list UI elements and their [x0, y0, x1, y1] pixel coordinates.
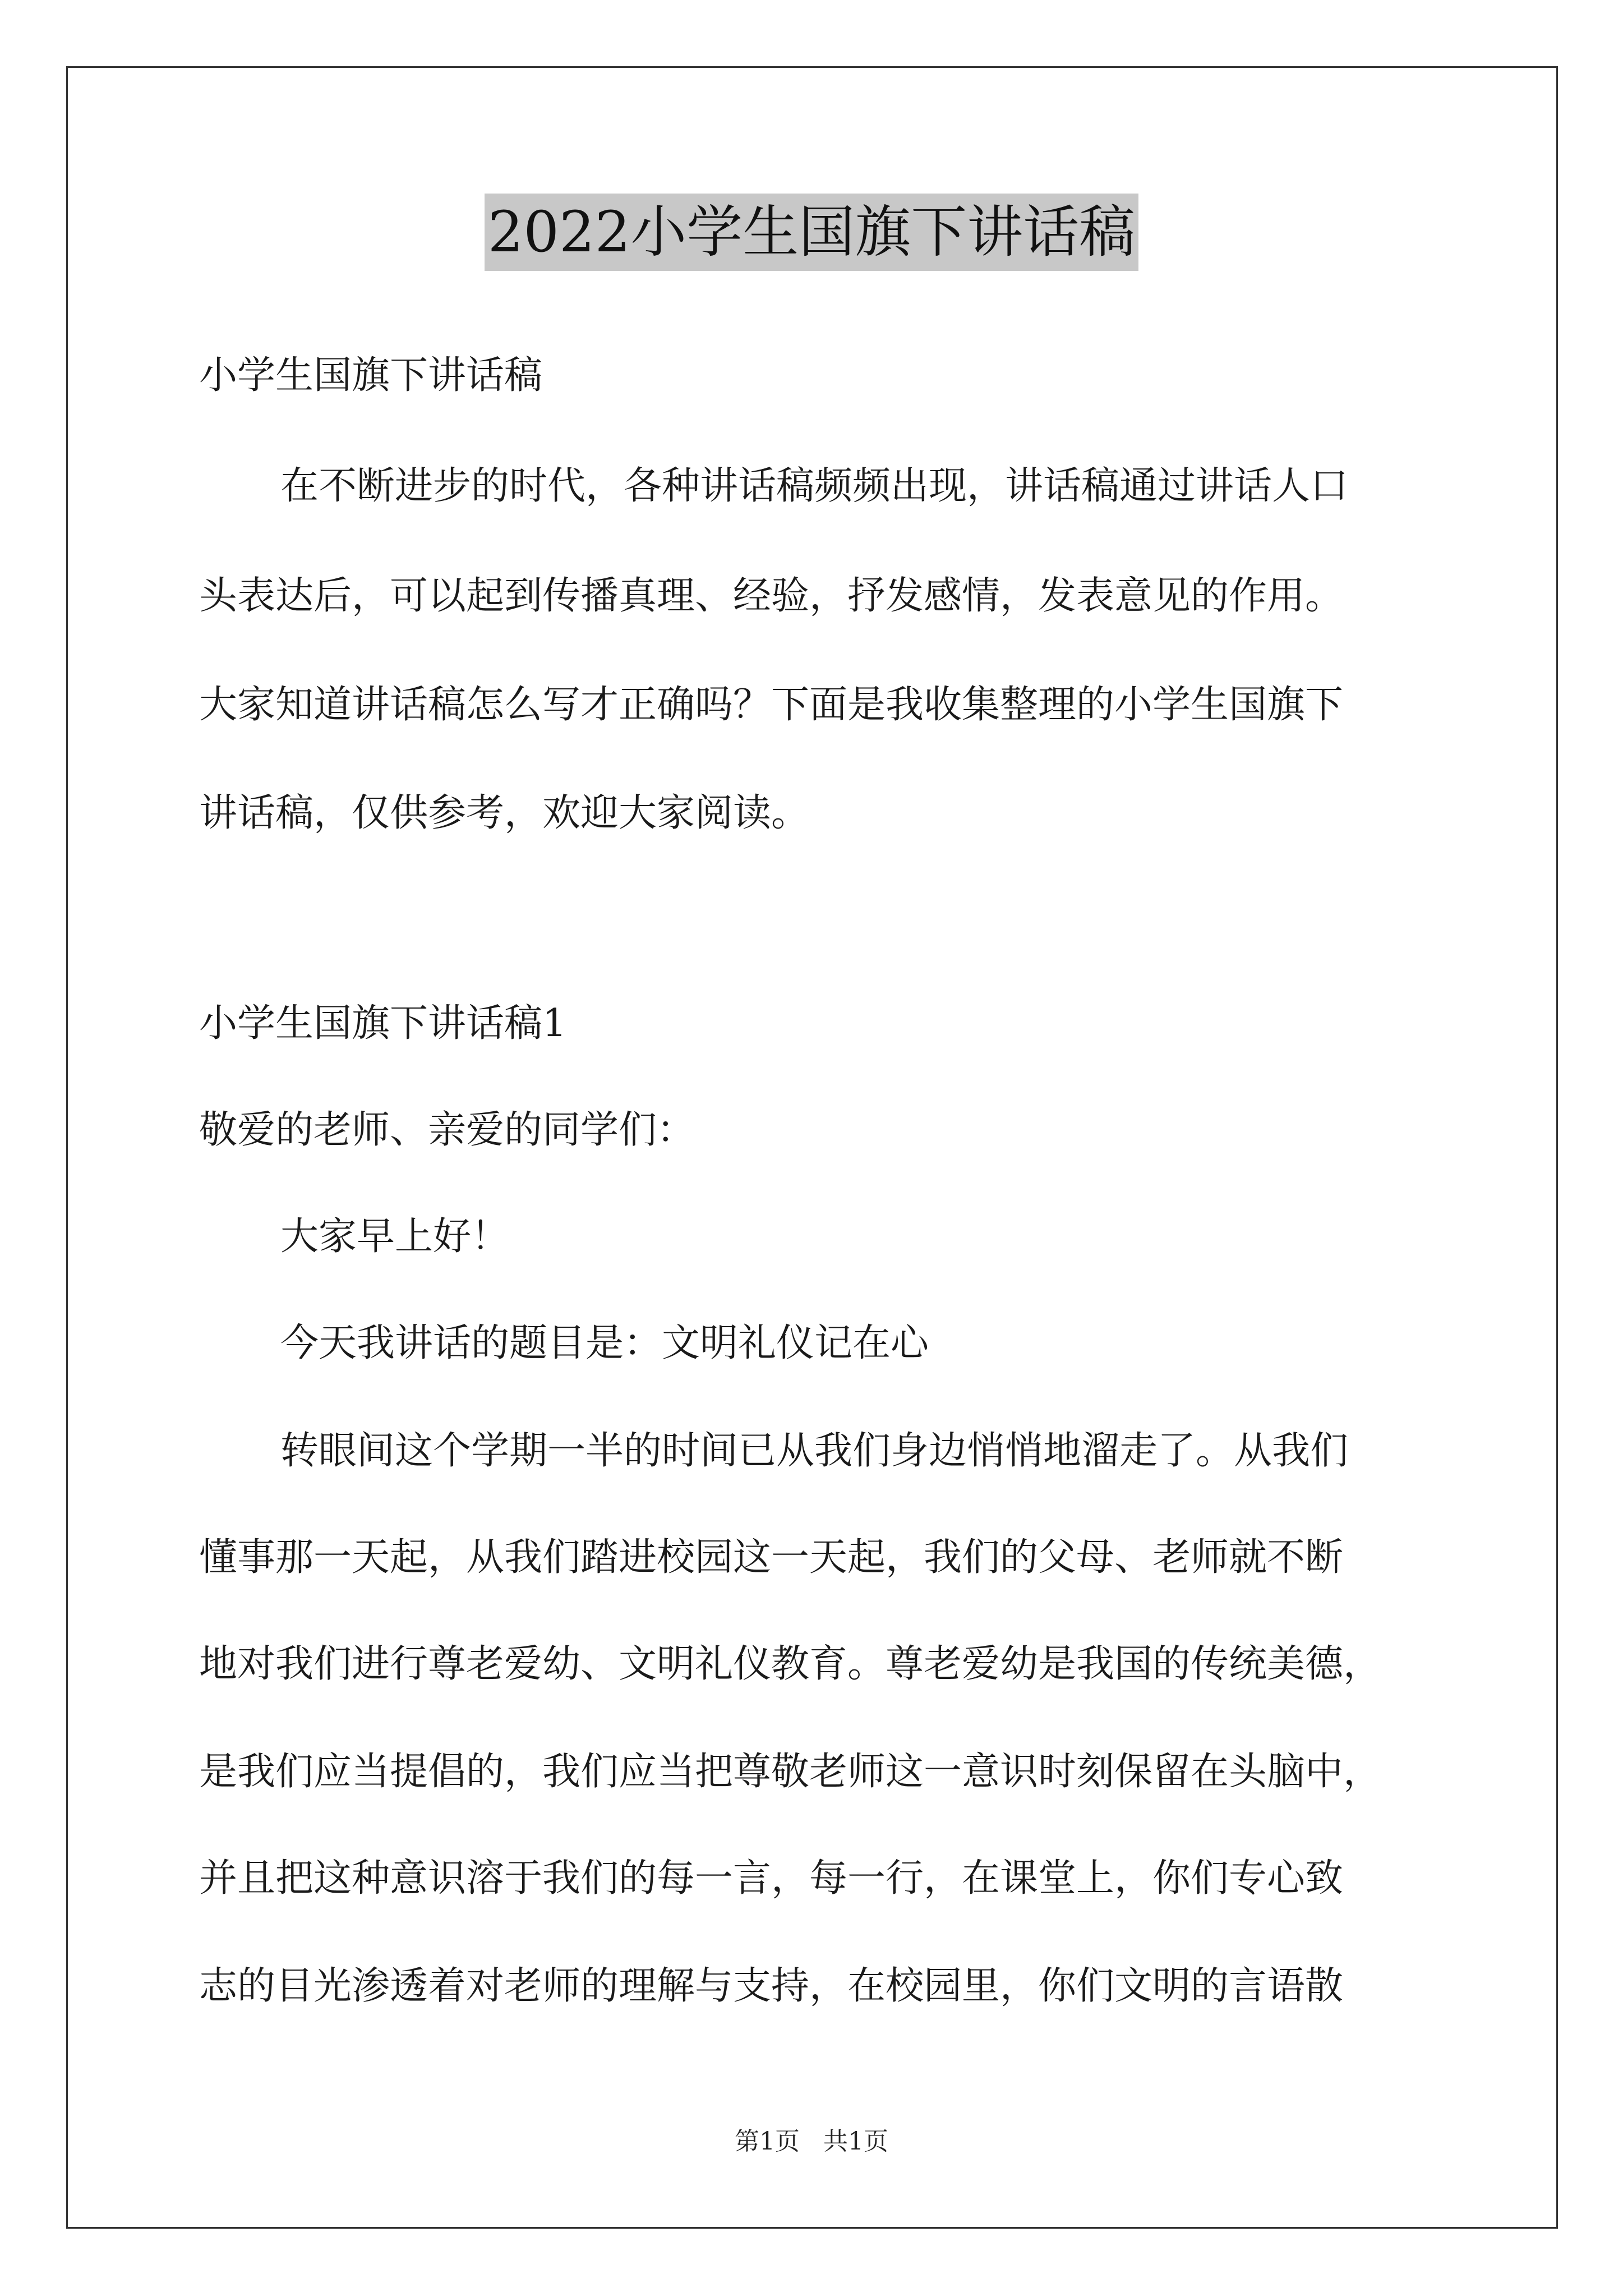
paragraph-line: 懂事那一天起，从我们踏进校园这一天起，我们的父母、老师就不断 [199, 1535, 1344, 1580]
subtitle: 小学生国旗下讲话稿 [199, 353, 543, 398]
paragraph-line: 地对我们进行尊老爱幼、文明礼仪教育。尊老爱幼是我国的传统美德， [199, 1642, 1382, 1686]
salutation: 敬爱的老师、亲爱的同学们： [199, 1108, 695, 1152]
page-footer [0, 2125, 1623, 2159]
paragraph-line: 志的目光渗透着对老师的理解与支持，在校园里，你们文明的言语散 [199, 1964, 1344, 2008]
greeting: 大家早上好！ [280, 1214, 510, 1259]
topic-line: 今天我讲话的题目是：文明礼仪记在心 [280, 1321, 929, 1365]
page-total: 共1页 [823, 2127, 888, 2156]
title-block [0, 194, 1623, 271]
paragraph-line: 在不断进步的时代，各种讲话稿频频出现，讲话稿通过讲话人口 [280, 464, 1349, 508]
paragraph-line: 转眼间这个学期一半的时间已从我们身边悄悄地溜走了。从我们 [280, 1429, 1349, 1473]
document-title: 2022小学生国旗下讲话稿 [485, 194, 1139, 271]
paragraph-line: 是我们应当提倡的，我们应当把尊敬老师这一意识时刻保留在头脑中， [199, 1750, 1382, 1794]
paragraph-line: 头表达后，可以起到传播真理、经验，抒发感情，发表意见的作用。 [199, 574, 1344, 618]
paragraph-line: 并且把这种意识溶于我们的每一言，每一行，在课堂上，你们专心致 [199, 1856, 1344, 1901]
paragraph-line: 大家知道讲话稿怎么写才正确吗？下面是我收集整理的小学生国旗下 [199, 683, 1344, 727]
paragraph-line: 讲话稿，仅供参考，欢迎大家阅读。 [199, 791, 810, 835]
page-number: 第1页 [735, 2127, 800, 2156]
section-heading: 小学生国旗下讲话稿1 [199, 1001, 567, 1046]
